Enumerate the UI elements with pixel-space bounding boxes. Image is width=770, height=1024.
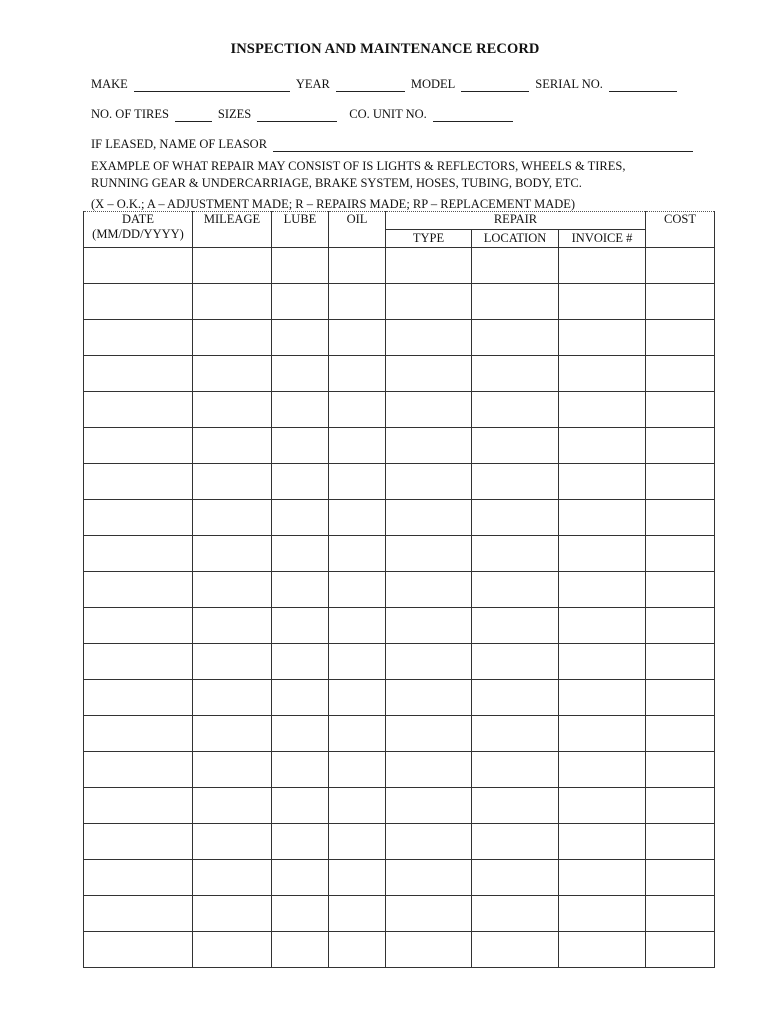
cost-cell[interactable]	[646, 716, 715, 752]
lube-cell[interactable]	[272, 284, 329, 320]
type-cell[interactable]	[386, 824, 472, 860]
table-row	[84, 788, 715, 824]
serial-field[interactable]	[609, 78, 677, 92]
date-cell[interactable]	[84, 536, 193, 572]
mileage-cell[interactable]	[193, 680, 272, 716]
location-cell[interactable]	[472, 284, 559, 320]
oil-cell[interactable]	[329, 680, 386, 716]
date-format-label: (MM/DD/YYYY)	[92, 227, 184, 241]
invoice-cell[interactable]	[559, 392, 646, 428]
cost-cell[interactable]	[646, 824, 715, 860]
cost-cell[interactable]	[646, 392, 715, 428]
invoice-cell[interactable]	[559, 572, 646, 608]
location-cell[interactable]	[472, 860, 559, 896]
cost-cell[interactable]	[646, 248, 715, 284]
legend-text: (X – O.K.; A – ADJUSTMENT MADE; R – REPAIRS MADE; RP – REPLACEMENT MADE)	[91, 197, 576, 211]
table-row	[84, 500, 715, 536]
oil-cell[interactable]	[329, 464, 386, 500]
location-cell[interactable]	[472, 356, 559, 392]
oil-cell[interactable]	[329, 248, 386, 284]
make-label: MAKE	[91, 77, 128, 91]
col-header-lube: LUBE	[272, 212, 329, 248]
date-cell[interactable]	[84, 428, 193, 464]
col-header-invoice: INVOICE #	[559, 230, 646, 248]
table-row	[84, 320, 715, 356]
location-cell[interactable]	[472, 464, 559, 500]
oil-cell[interactable]	[329, 788, 386, 824]
example-line-1: EXAMPLE OF WHAT REPAIR MAY CONSIST OF IS LIGHTS & REFLECTORS, WHEELS & TIRES,	[91, 159, 626, 173]
lube-cell[interactable]	[272, 392, 329, 428]
type-cell[interactable]	[386, 428, 472, 464]
type-cell[interactable]	[386, 896, 472, 932]
example-line-2: RUNNING GEAR & UNDERCARRIAGE, BRAKE SYSTEM, HOSES, TUBING, BODY, ETC.	[91, 176, 582, 190]
cost-cell[interactable]	[646, 680, 715, 716]
lube-cell[interactable]	[272, 536, 329, 572]
oil-cell[interactable]	[329, 320, 386, 356]
mileage-cell[interactable]	[193, 608, 272, 644]
cost-cell[interactable]	[646, 536, 715, 572]
cost-cell[interactable]	[646, 788, 715, 824]
date-cell[interactable]	[84, 500, 193, 536]
lube-cell[interactable]	[272, 356, 329, 392]
table-row	[84, 896, 715, 932]
type-cell[interactable]	[386, 788, 472, 824]
mileage-cell[interactable]	[193, 392, 272, 428]
oil-cell[interactable]	[329, 752, 386, 788]
lube-cell[interactable]	[272, 860, 329, 896]
oil-cell[interactable]	[329, 392, 386, 428]
oil-cell[interactable]	[329, 644, 386, 680]
oil-cell[interactable]	[329, 932, 386, 968]
type-cell[interactable]	[386, 392, 472, 428]
date-cell[interactable]	[84, 356, 193, 392]
oil-cell[interactable]	[329, 536, 386, 572]
mileage-cell[interactable]	[193, 752, 272, 788]
location-cell[interactable]	[472, 608, 559, 644]
col-header-location: LOCATION	[472, 230, 559, 248]
lube-cell[interactable]	[272, 896, 329, 932]
co-unit-label: CO. UNIT NO.	[349, 107, 427, 121]
table-row	[84, 932, 715, 968]
lube-cell[interactable]	[272, 788, 329, 824]
lube-cell[interactable]	[272, 428, 329, 464]
table-row	[84, 752, 715, 788]
tires-info-row	[91, 106, 519, 122]
invoice-cell[interactable]	[559, 500, 646, 536]
invoice-cell[interactable]	[559, 608, 646, 644]
mileage-cell[interactable]	[193, 788, 272, 824]
invoice-cell[interactable]	[559, 536, 646, 572]
cost-cell[interactable]	[646, 932, 715, 968]
cost-cell[interactable]	[646, 572, 715, 608]
cost-cell[interactable]	[646, 860, 715, 896]
location-cell[interactable]	[472, 824, 559, 860]
table-body	[84, 248, 715, 968]
mileage-cell[interactable]	[193, 932, 272, 968]
type-cell[interactable]	[386, 932, 472, 968]
mileage-cell[interactable]	[193, 536, 272, 572]
mileage-cell[interactable]	[193, 572, 272, 608]
col-header-repair: REPAIR	[386, 212, 646, 230]
lube-cell[interactable]	[272, 716, 329, 752]
location-cell[interactable]	[472, 932, 559, 968]
table-row	[84, 248, 715, 284]
table-row	[84, 824, 715, 860]
cost-cell[interactable]	[646, 320, 715, 356]
year-label: YEAR	[295, 77, 330, 91]
mileage-cell[interactable]	[193, 824, 272, 860]
leasor-field[interactable]	[273, 138, 693, 152]
type-cell[interactable]	[386, 536, 472, 572]
table-row	[84, 392, 715, 428]
col-header-date	[84, 212, 193, 248]
type-cell[interactable]	[386, 356, 472, 392]
mileage-cell[interactable]	[193, 500, 272, 536]
tires-field[interactable]	[175, 108, 212, 122]
table-row	[84, 608, 715, 644]
invoice-cell[interactable]	[559, 284, 646, 320]
location-cell[interactable]	[472, 572, 559, 608]
cost-cell[interactable]	[646, 356, 715, 392]
date-cell[interactable]	[84, 284, 193, 320]
location-cell[interactable]	[472, 680, 559, 716]
date-cell[interactable]	[84, 752, 193, 788]
mileage-cell[interactable]	[193, 644, 272, 680]
invoice-cell[interactable]	[559, 896, 646, 932]
type-cell[interactable]	[386, 284, 472, 320]
oil-cell[interactable]	[329, 284, 386, 320]
mileage-cell[interactable]	[193, 464, 272, 500]
type-cell[interactable]	[386, 248, 472, 284]
table-row	[84, 860, 715, 896]
invoice-cell[interactable]	[559, 680, 646, 716]
mileage-cell[interactable]	[193, 284, 272, 320]
date-header-label: DATE	[122, 212, 154, 226]
table-row	[84, 572, 715, 608]
date-cell[interactable]	[84, 680, 193, 716]
table-row	[84, 716, 715, 752]
location-cell[interactable]	[472, 428, 559, 464]
location-cell[interactable]	[472, 392, 559, 428]
date-cell[interactable]	[84, 392, 193, 428]
invoice-cell[interactable]	[559, 248, 646, 284]
location-cell[interactable]	[472, 752, 559, 788]
cost-cell[interactable]	[646, 644, 715, 680]
type-cell[interactable]	[386, 716, 472, 752]
leasor-row	[91, 136, 699, 152]
invoice-cell[interactable]	[559, 788, 646, 824]
lube-cell[interactable]	[272, 500, 329, 536]
date-cell[interactable]	[84, 464, 193, 500]
location-cell[interactable]	[472, 644, 559, 680]
date-cell[interactable]	[84, 824, 193, 860]
table-row	[84, 680, 715, 716]
invoice-cell[interactable]	[559, 356, 646, 392]
type-cell[interactable]	[386, 320, 472, 356]
cost-cell[interactable]	[646, 284, 715, 320]
date-cell[interactable]	[84, 932, 193, 968]
table-row	[84, 536, 715, 572]
cost-cell[interactable]	[646, 752, 715, 788]
co-unit-field[interactable]	[433, 108, 513, 122]
invoice-cell[interactable]	[559, 644, 646, 680]
page-title: INSPECTION AND MAINTENANCE RECORD	[230, 41, 540, 57]
cost-cell[interactable]	[646, 608, 715, 644]
oil-cell[interactable]	[329, 572, 386, 608]
lube-cell[interactable]	[272, 248, 329, 284]
invoice-cell[interactable]	[559, 752, 646, 788]
invoice-cell[interactable]	[559, 464, 646, 500]
date-cell[interactable]	[84, 248, 193, 284]
invoice-cell[interactable]	[559, 716, 646, 752]
type-cell[interactable]	[386, 464, 472, 500]
lube-cell[interactable]	[272, 932, 329, 968]
type-cell[interactable]	[386, 752, 472, 788]
mileage-cell[interactable]	[193, 716, 272, 752]
type-cell[interactable]	[386, 572, 472, 608]
table-row	[84, 284, 715, 320]
model-label: MODEL	[410, 77, 456, 91]
year-field[interactable]	[336, 78, 405, 92]
date-cell[interactable]	[84, 644, 193, 680]
location-cell[interactable]	[472, 320, 559, 356]
date-cell[interactable]	[84, 860, 193, 896]
leasor-label: IF LEASED, NAME OF LEASOR	[91, 137, 268, 151]
mileage-cell[interactable]	[193, 860, 272, 896]
col-header-type: TYPE	[386, 230, 472, 248]
lube-cell[interactable]	[272, 608, 329, 644]
cost-cell[interactable]	[646, 896, 715, 932]
invoice-cell[interactable]	[559, 824, 646, 860]
cost-cell[interactable]	[646, 500, 715, 536]
lube-cell[interactable]	[272, 572, 329, 608]
table-row	[84, 644, 715, 680]
col-header-cost: COST	[646, 212, 715, 248]
date-cell[interactable]	[84, 320, 193, 356]
invoice-cell[interactable]	[559, 428, 646, 464]
sizes-field[interactable]	[257, 108, 337, 122]
lube-cell[interactable]	[272, 464, 329, 500]
invoice-cell[interactable]	[559, 860, 646, 896]
type-cell[interactable]	[386, 500, 472, 536]
cost-cell[interactable]	[646, 464, 715, 500]
date-cell[interactable]	[84, 572, 193, 608]
location-cell[interactable]	[472, 788, 559, 824]
make-field[interactable]	[134, 78, 290, 92]
location-cell[interactable]	[472, 500, 559, 536]
sizes-label: SIZES	[217, 107, 252, 121]
type-cell[interactable]	[386, 644, 472, 680]
col-header-oil: OIL	[329, 212, 386, 248]
mileage-cell[interactable]	[193, 428, 272, 464]
invoice-cell[interactable]	[559, 320, 646, 356]
date-cell[interactable]	[84, 716, 193, 752]
oil-cell[interactable]	[329, 356, 386, 392]
oil-cell[interactable]	[329, 500, 386, 536]
date-cell[interactable]	[84, 788, 193, 824]
oil-cell[interactable]	[329, 824, 386, 860]
table-row	[84, 356, 715, 392]
lube-cell[interactable]	[272, 320, 329, 356]
oil-cell[interactable]	[329, 428, 386, 464]
date-cell[interactable]	[84, 896, 193, 932]
mileage-cell[interactable]	[193, 356, 272, 392]
lube-cell[interactable]	[272, 644, 329, 680]
oil-cell[interactable]	[329, 860, 386, 896]
mileage-cell[interactable]	[193, 320, 272, 356]
inspection-table	[83, 211, 715, 968]
type-cell[interactable]	[386, 680, 472, 716]
oil-cell[interactable]	[329, 608, 386, 644]
invoice-cell[interactable]	[559, 932, 646, 968]
tires-label: NO. OF TIRES	[91, 107, 169, 121]
lube-cell[interactable]	[272, 752, 329, 788]
table-row	[84, 464, 715, 500]
model-field[interactable]	[461, 78, 529, 92]
lube-cell[interactable]	[272, 824, 329, 860]
table-row	[84, 428, 715, 464]
location-cell[interactable]	[472, 248, 559, 284]
type-cell[interactable]	[386, 608, 472, 644]
location-cell[interactable]	[472, 896, 559, 932]
oil-cell[interactable]	[329, 896, 386, 932]
oil-cell[interactable]	[329, 716, 386, 752]
lube-cell[interactable]	[272, 680, 329, 716]
vehicle-info-row	[91, 76, 683, 92]
col-header-mileage: MILEAGE	[193, 212, 272, 248]
location-cell[interactable]	[472, 716, 559, 752]
mileage-cell[interactable]	[193, 248, 272, 284]
mileage-cell[interactable]	[193, 896, 272, 932]
serial-label: SERIAL NO.	[535, 77, 603, 91]
location-cell[interactable]	[472, 536, 559, 572]
date-cell[interactable]	[84, 608, 193, 644]
cost-cell[interactable]	[646, 428, 715, 464]
type-cell[interactable]	[386, 860, 472, 896]
